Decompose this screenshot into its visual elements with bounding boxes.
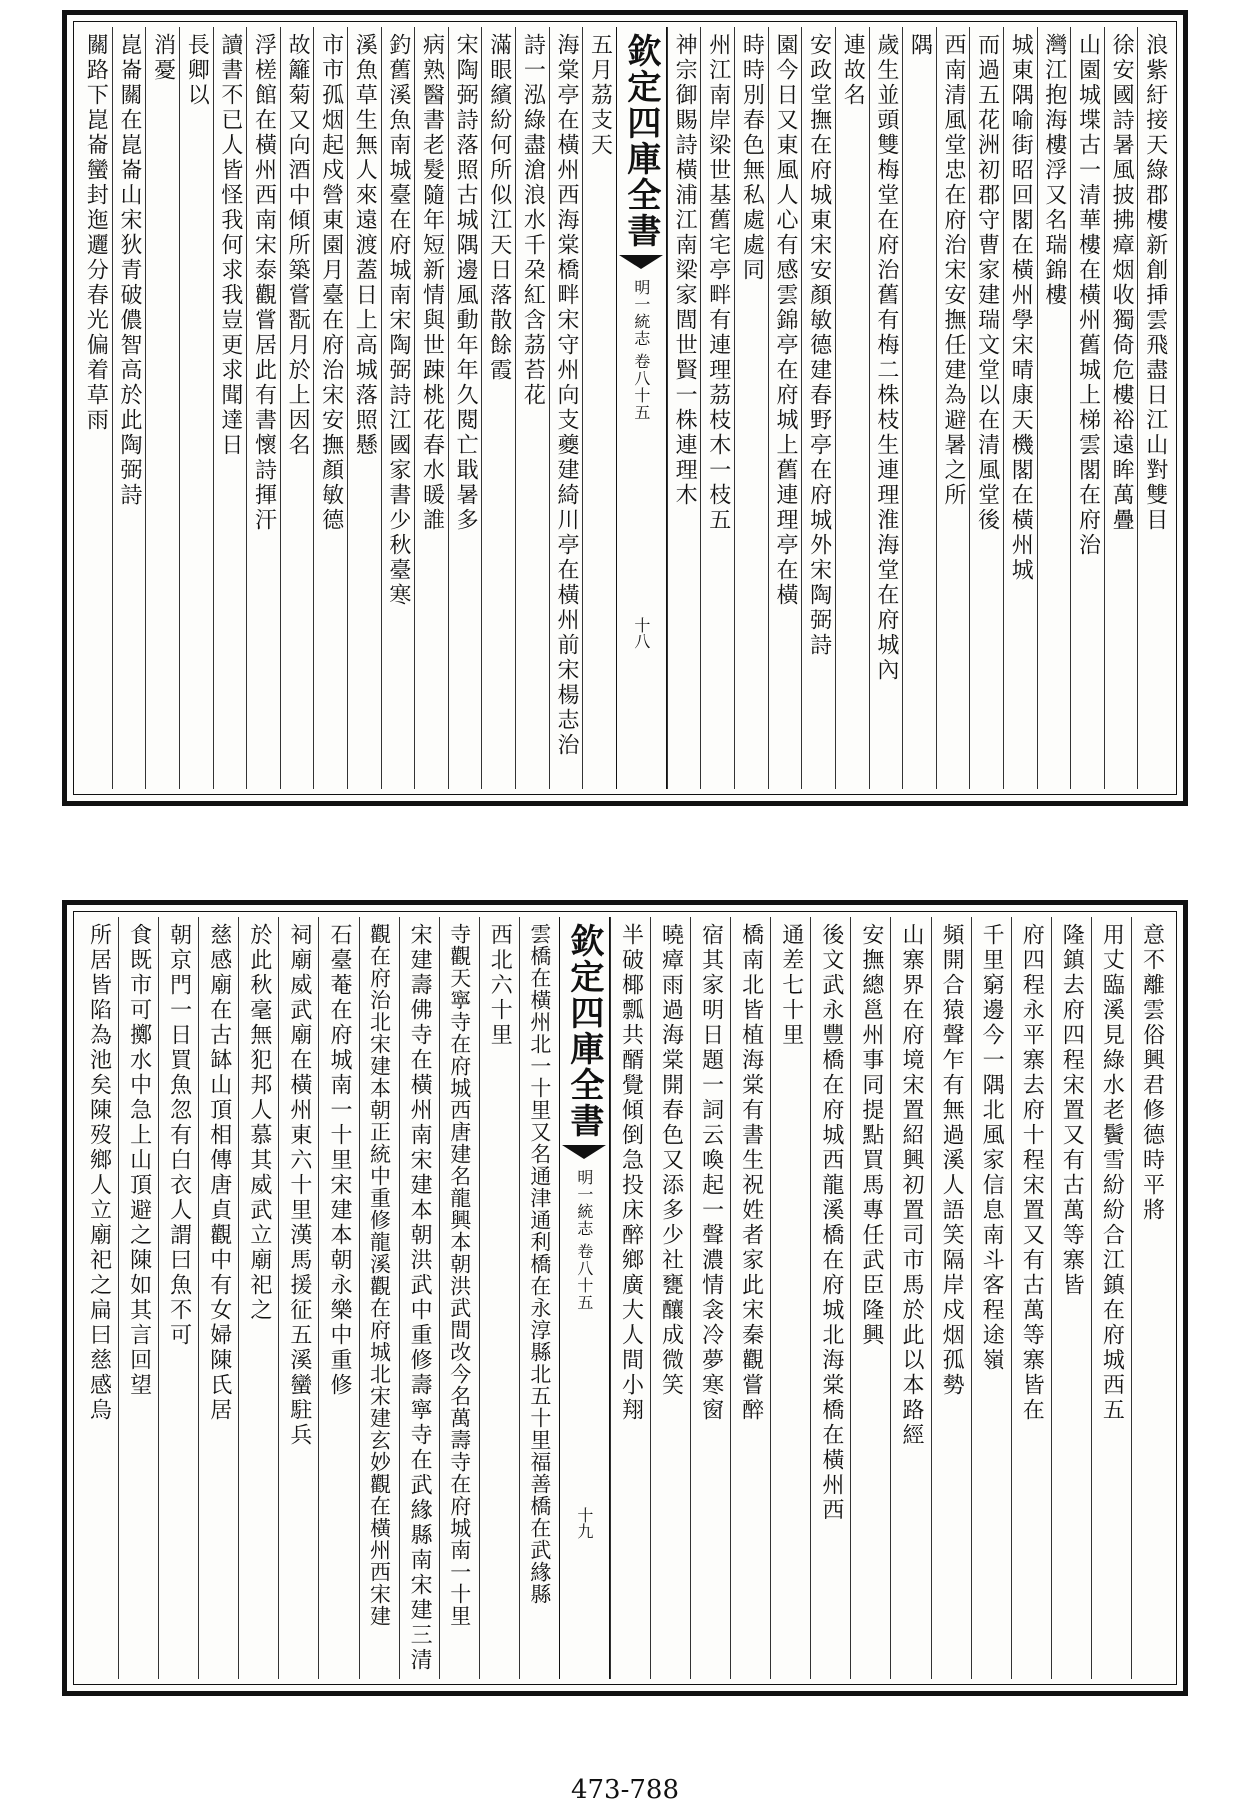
page-number: 473-788 (570, 1775, 680, 1805)
text-column: 頻開合猿聲乍有無過溪人語笑隔岸戍烟孤勢 (931, 917, 971, 1679)
text-column: 安政堂撫在府城東宋安顏敏德建春野亭在府城外宋陶弼詩 (801, 27, 835, 789)
text-column: 而過五花洲初郡守曹家建瑞文堂以在清風堂後 (969, 27, 1003, 789)
text-column: 安撫總邕州事同提點買馬專任武臣隆興 (850, 917, 890, 1679)
text-column: 讀書不已人皆怪我何求我豈更求聞達日 (213, 27, 247, 789)
center-margin-column (559, 917, 610, 1679)
text-column: 病熟醫書老髮隨年短新情與世踈桃花春水暖誰 (414, 27, 448, 789)
text-column: 歲生並頭雙梅堂在府治舊有梅二株枝生連理淮海堂在府城內 (869, 27, 903, 789)
text-column: 橋南北皆植海棠有書生祝姓者家此宋秦觀嘗醉 (730, 917, 770, 1679)
text-column: 隆鎮去府四程宋置又有古萬等寨皆 (1051, 917, 1091, 1679)
text-column: 灣江抱海樓浮又名瑞錦樓 (1037, 27, 1071, 789)
text-column: 於此秋毫無犯邦人慕其威武立廟祀之 (238, 917, 278, 1679)
text-column: 五月茘支天 (582, 27, 616, 789)
text-column: 通差七十里 (770, 917, 810, 1679)
book-title: 欽定四庫全書 (620, 33, 661, 249)
text-column: 故籬菊又向酒中傾所築嘗翫月於上因名 (280, 27, 314, 789)
text-column: 意不離雲俗興君修德時平將 (1131, 917, 1171, 1679)
fish-tail-icon (562, 1145, 606, 1159)
text-column: 州江南岸梁世基舊宅亭畔有連理茘枝木一枝五 (700, 27, 734, 789)
volume-label: 明一統志 卷八十五 (631, 279, 651, 422)
text-column: 滿眼繽紛何所似江天日落散餘霞 (481, 27, 515, 789)
text-column: 慈感廟在古缽山頂相傳唐貞觀中有女婦陳氏居 (198, 917, 238, 1679)
text-column: 城東隅喻街昭回閣在橫州學宋晴康天機閣在橫州城 (1003, 27, 1037, 789)
text-column: 寺觀天寧寺在府城西唐建名龍興本朝洪武間改今名萬壽寺在府城南一十里 (439, 917, 479, 1679)
text-column: 後文武永豐橋在府城西龍溪橋在府城北海棠橋在橫州西 (810, 917, 850, 1679)
text-column: 關路下崑崙蠻封迤邐分春光偏着草雨 (83, 33, 109, 433)
text-column: 半破椰瓢共醑覺傾倒急投床醉鄉廣大人間小翔 (610, 917, 650, 1679)
text-column: 山園城堞古一清華樓在橫州舊城上梯雲閣在府治 (1070, 27, 1104, 789)
text-column: 曉瘴雨過海棠開春色又添多少社甕釀成微笑 (650, 917, 690, 1679)
text-column: 時時別春色無私處處同 (734, 27, 768, 789)
folio-number: 十八 (631, 617, 651, 649)
text-column: 所居皆陷為池矣陳歿鄉人立廟祀之扁曰慈感烏 (86, 923, 112, 1423)
text-column: 海棠亭在橫州西海棠橋畔宋守州向支夔建綺川亭在橫州前宋楊志治 (549, 27, 583, 789)
text-column: 市市孤烟起戍營東園月臺在府治宋安撫顏敏德 (313, 27, 347, 789)
text-column: 觀在府治北宋建本朝正統中重修龍溪觀在府城北宋建玄妙觀在橫州西宋建 (359, 917, 399, 1679)
bottom-page-frame (62, 900, 1188, 1696)
fish-tail-icon (619, 255, 663, 269)
folio-number: 十九 (574, 1507, 594, 1539)
text-column: 千里窮邊今一隅北風家信息南斗客程途嶺 (971, 917, 1011, 1679)
text-column: 崑崙關在崑崙山宋狄青破儂智高於此陶弼詩 (112, 27, 146, 789)
text-column: 長卿以 (179, 27, 213, 789)
bottom-columns (79, 917, 1171, 1679)
text-column: 西北六十里 (479, 917, 519, 1679)
text-column: 西南清風堂忠在府治宋安撫任建為避暑之所 (936, 27, 970, 789)
text-column: 神宗御賜詩橫浦江南梁家閭世賢一株連理木 (667, 27, 701, 789)
text-column: 釣舊溪魚南城臺在府城南宋陶弼詩江國家書少秋臺寒 (381, 27, 415, 789)
text-column: 宋建壽佛寺在橫州南宋建本朝洪武中重修壽寧寺在武緣縣南宋建三清 (399, 917, 439, 1679)
text-column: 石臺菴在府城南一十里宋建本朝永樂中重修 (318, 917, 358, 1679)
text-column: 徐安國詩暑風披拂瘴烟收獨倚危樓裕遠眸萬疊 (1104, 27, 1138, 789)
text-column: 宋陶弼詩落照古城隅邊風動年年久閱亡戢暑多 (448, 27, 482, 789)
text-column: 園今日又東風人心有感雲錦亭在府城上舊連理亭在橫 (768, 27, 802, 789)
top-columns (79, 27, 1171, 789)
book-title: 欽定四庫全書 (563, 923, 604, 1139)
text-column: 浮槎館在橫州西南宋泰觀嘗居此有書懷詩揮汗 (246, 27, 280, 789)
text-column: 祠廟威武廟在橫州東六十里漢馬援征五溪蠻駐兵 (278, 917, 318, 1679)
text-column: 溪魚草生無人來遠渡蓋日上高城落照懸 (347, 27, 381, 789)
text-column: 用丈臨溪見綠水老鬢雪紛紛合江鎮在府城西五 (1091, 917, 1131, 1679)
text-column: 詩一泓綠盡滄浪水千朶紅含茘苔花 (515, 27, 549, 789)
text-column: 浪紫紆接天綠郡樓新創挿雲飛盡日江山對雙目 (1137, 27, 1171, 789)
text-column: 宿其家明日題一詞云喚起一聲濃情衾冷夢寒窗 (690, 917, 730, 1679)
text-column: 府四程永平寨去府十程宋置又有古萬等寨皆在 (1011, 917, 1051, 1679)
text-column: 雲橋在橫州北一十里又名通津通利橋在永淳縣北五十里福善橋在武緣縣 (519, 917, 559, 1679)
center-margin-column (616, 27, 667, 789)
text-column: 山寨界在府境宋置紹興初置司市馬於此以本路經 (890, 917, 930, 1679)
text-column: 朝京門一日買魚忽有白衣人謂曰魚不可 (158, 917, 198, 1679)
text-column: 連故名 (835, 27, 869, 789)
volume-label: 明一統志 卷八十五 (574, 1169, 594, 1312)
text-column: 食既市可擲水中急上山頂避之陳如其言回望 (118, 917, 158, 1679)
top-page-frame (62, 10, 1188, 806)
text-column: 隅 (902, 27, 936, 789)
text-column: 消憂 (145, 27, 179, 789)
